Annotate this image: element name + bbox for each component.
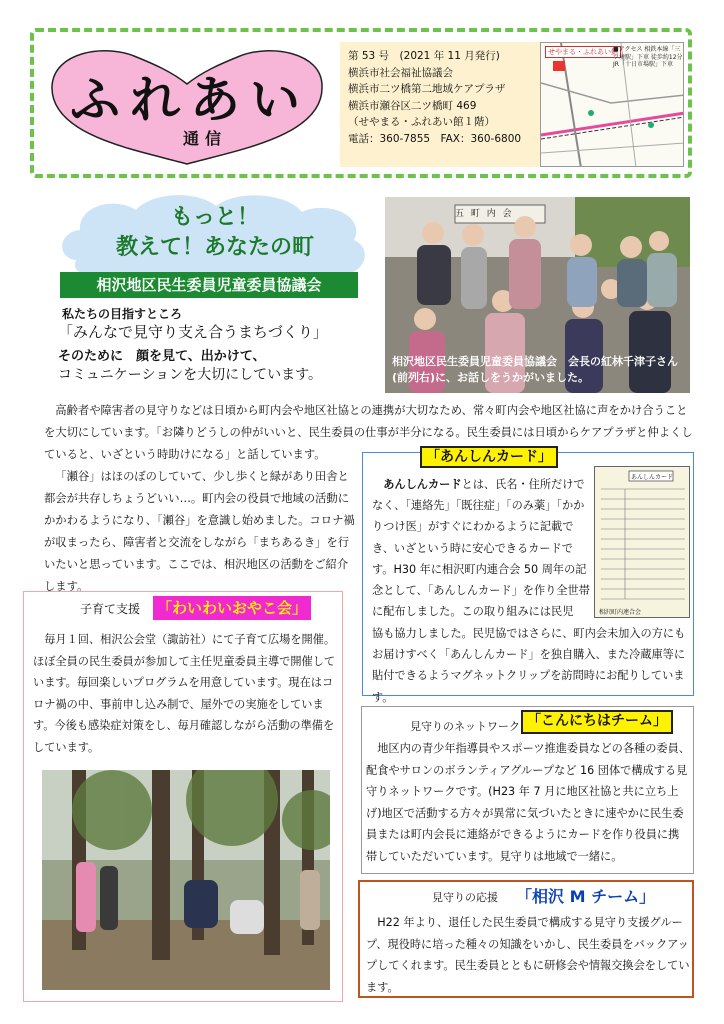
kosodate-body xyxy=(33,629,337,759)
logo-title: ふれあい xyxy=(70,70,310,129)
org-name-1: 横浜市社会福祉協議会 xyxy=(348,66,453,79)
means-line: そのために 顔を見て、出かけて、 xyxy=(58,349,266,364)
network-title: 「こんにちはチーム」 xyxy=(521,710,673,734)
headline-line-1: もっと！ xyxy=(170,205,259,230)
issue-info xyxy=(340,42,540,167)
group-photo-caption: 相沢地区民生委員児童委員協議会 会長の紅林千津子さん(前列右)に、お話しをうかがいました。 xyxy=(392,355,678,384)
map-access-text: ■アクセス 相鉄本線「三ツ境駅」下車 徒歩約12分 JR「十日市場駅」下車 xyxy=(613,46,683,68)
photo-sign: 五 町 内 会 xyxy=(455,209,514,219)
m-team-body xyxy=(366,912,690,998)
card-label: あんしんカード xyxy=(631,474,674,481)
network-body-text: 地区内の青少年指導員やスポーツ推進委員などの各種の委員、配食やサロンのボランティアグループなど 16 団体で構成する見守りネットワークです。(H23 年 7 月に地区社協と共に立ち上げ)地区で活動する方々が異常に気づいたときに速やかに民生委員または町内会長に連絡ができるようにカードを作り役員に携帯していただいています。見守りは地域で一緒に。 xyxy=(366,742,690,863)
m-team-body-text: H22 年より、退任した民生委員で構成する見守り支援グループ、現役時に培った種々の知識をいかし、民生委員をバックアップしてくれます。民生委員とともに研修会や情報交換会をしています。 xyxy=(366,916,690,994)
kosodate-title: 「わいわいおやこ会」 xyxy=(153,596,311,620)
address: 横浜市瀬谷区二ツ橋町 469 xyxy=(348,99,477,112)
goal-quote: 「みんなで見守り支え合うまちづくり」 xyxy=(58,323,328,341)
forest-photo-drawing xyxy=(42,770,330,990)
m-team-heading: 見守りの応援 xyxy=(432,891,498,904)
anshin-card-body-2: 協も協力しました。民児協ではさらに、町内会未加入の方にもお届けすべく「あんしんカード」を独自購入、また冷蔵庫等に貼付できるようマグネットクリップを訪問時にお配りしています。 xyxy=(372,627,686,704)
org-name-2: 横浜市二ツ橋第二地域ケアプラザ xyxy=(348,83,506,95)
issue-number: 第 53 号 (2021 年 11 月発行) xyxy=(348,50,500,62)
headline-line-2: 教えて！あなたの町 xyxy=(115,235,314,260)
intro-text-2: 「瀬谷」はほのぼのしていて、少し歩くと緑があり田舎と都会が共存しちょうどいい…。町内会の役員で地域の活動にかかわるようになり、「瀬谷」を意識し始めました。コロナ禍が収まったら、障害者と交流をしながら「まちあるき」を行いたいと思っています。ここでは、相沢地区の活動をご紹介します。 xyxy=(44,470,355,593)
phone-fax: 電話：360-7855 FAX：360-6800 xyxy=(348,132,522,145)
forest-photo xyxy=(42,770,330,990)
council-banner: 相沢地区民生委員児童委員協議会 xyxy=(60,272,358,298)
access-map xyxy=(540,42,684,167)
goal-label: 私たちの目指すところ xyxy=(62,307,183,321)
network-heading: 見守りのネットワーク xyxy=(410,720,520,733)
means-line-2: コミュニケーションを大切にしています。 xyxy=(58,367,323,383)
network-body xyxy=(366,738,690,868)
anshin-body-1: とは、氏名・住所だけでなく、「連絡先」「既往症」「のみ薬」「かかりつけ医」がすぐにわかるように記載でき、いざという時に安心できるカードです。H30 年に相沢町内連合会 50 周年の記念として、「あんしんカード」を作り全世帯に配布しました。この取り組みには民児 xyxy=(372,478,590,619)
kosodate-body-text: 毎月１回、相沢公会堂（諏訪社）にて子育て広場を開催。ほぼ全員の民生委員が参加して主任児童委員主導で開催しています。毎回楽しいプログラムを用意しています。現在はコロナ禍の中、事前申し込み制で、屋外での実施をしています。今後も感染症対策をし、毎月確認しながら活動の準備をしています。 xyxy=(33,633,336,754)
m-team-title: 「相沢 M チーム」 xyxy=(516,887,656,906)
anshin-card-image xyxy=(594,466,690,618)
card-org: 相沢町内連合会 xyxy=(599,609,642,616)
intro-text-1: 高齢者や障害者の見守りなどは日頃から町内会や地区社協との連携が大切なため、常々町内会や地区社協に声をかけ合うことを大切にしています。「お隣りどうしの仲がいいと、民生委員の仕事が半分になる。民生委員には日頃からケアプラザと仲よくしていると、いざという時助けになる」と話しています。 xyxy=(44,404,693,461)
kosodate-heading: 子育て支援 xyxy=(80,602,141,616)
map-location-label: せやまる・ふれあい館 xyxy=(545,46,621,58)
anshin-card-title: 「あんしんカード」 xyxy=(420,446,558,468)
anshin-card-body xyxy=(372,474,594,622)
card-form-drawing xyxy=(595,467,691,619)
logo-subtitle: 通信 xyxy=(183,129,228,148)
intro-paragraph-2 xyxy=(44,466,358,598)
anshin-lead: あんしんカード xyxy=(383,478,462,491)
building: （せやまる・ふれあい館１階） xyxy=(348,116,495,128)
